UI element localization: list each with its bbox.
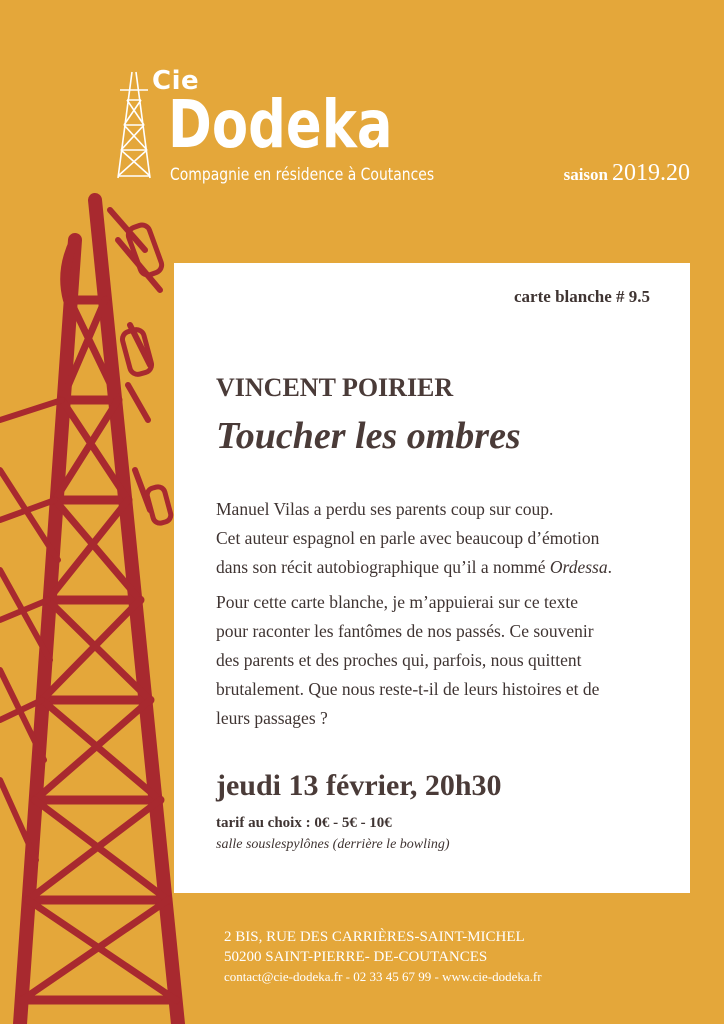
logo-prefix: Cie <box>152 66 200 96</box>
event-venue: salle souslespylônes (derrière le bowling) <box>216 837 450 852</box>
address-line-2: 50200 SAINT-PIERRE- DE-COUTANCES <box>224 949 488 965</box>
address-line-1: 2 BIS, RUE DES CARRIÈRES-SAINT-MICHEL <box>224 929 525 945</box>
text-line: dans son récit autobiographique qu’il a nommé <box>216 557 550 577</box>
event-card <box>174 263 690 893</box>
footer-address <box>224 927 542 987</box>
text-line: Cet auteur espagnol en parle avec beaucoup d’émotion <box>216 528 600 548</box>
text-line: Manuel Vilas a perdu ses parents coup sur coup. <box>216 499 554 519</box>
artist-name: VINCENT POIRIER <box>216 373 454 402</box>
season <box>564 160 690 187</box>
logo-tagline: Compagnie en résidence à Coutances <box>170 165 435 185</box>
paragraph-2 <box>216 588 671 733</box>
season-label: saison <box>563 165 608 184</box>
text-line: des parents et des proches qui, parfois, nous quittent <box>216 650 582 670</box>
contact-line: contact@cie-dodeka.fr - 02 33 45 67 99 - www.cie-dodeka.fr <box>224 969 542 984</box>
show-title: Toucher les ombres <box>216 415 521 457</box>
book-title: Ordessa <box>549 557 608 577</box>
text-end: . <box>607 557 612 577</box>
description <box>216 495 671 739</box>
logo-name: Dodeka <box>168 86 393 163</box>
text-line: pour raconter les fantômes de nos passés. Ce souvenir <box>216 621 594 641</box>
event-date: jeudi 13 février, 20h30 <box>216 769 502 802</box>
text-line: leurs passages ? <box>216 708 328 728</box>
text-line: Pour cette carte blanche, je m’appuierai sur ce texte <box>216 592 578 612</box>
carte-blanche-ref: carte blanche # 9.5 <box>514 287 650 306</box>
paragraph-1 <box>216 495 671 582</box>
text-line: brutalement. Que nous reste-t-il de leurs histoires et de <box>216 679 600 699</box>
season-year: 2019.20 <box>612 160 690 186</box>
event-price: tarif au choix : 0€ - 5€ - 10€ <box>216 815 392 831</box>
